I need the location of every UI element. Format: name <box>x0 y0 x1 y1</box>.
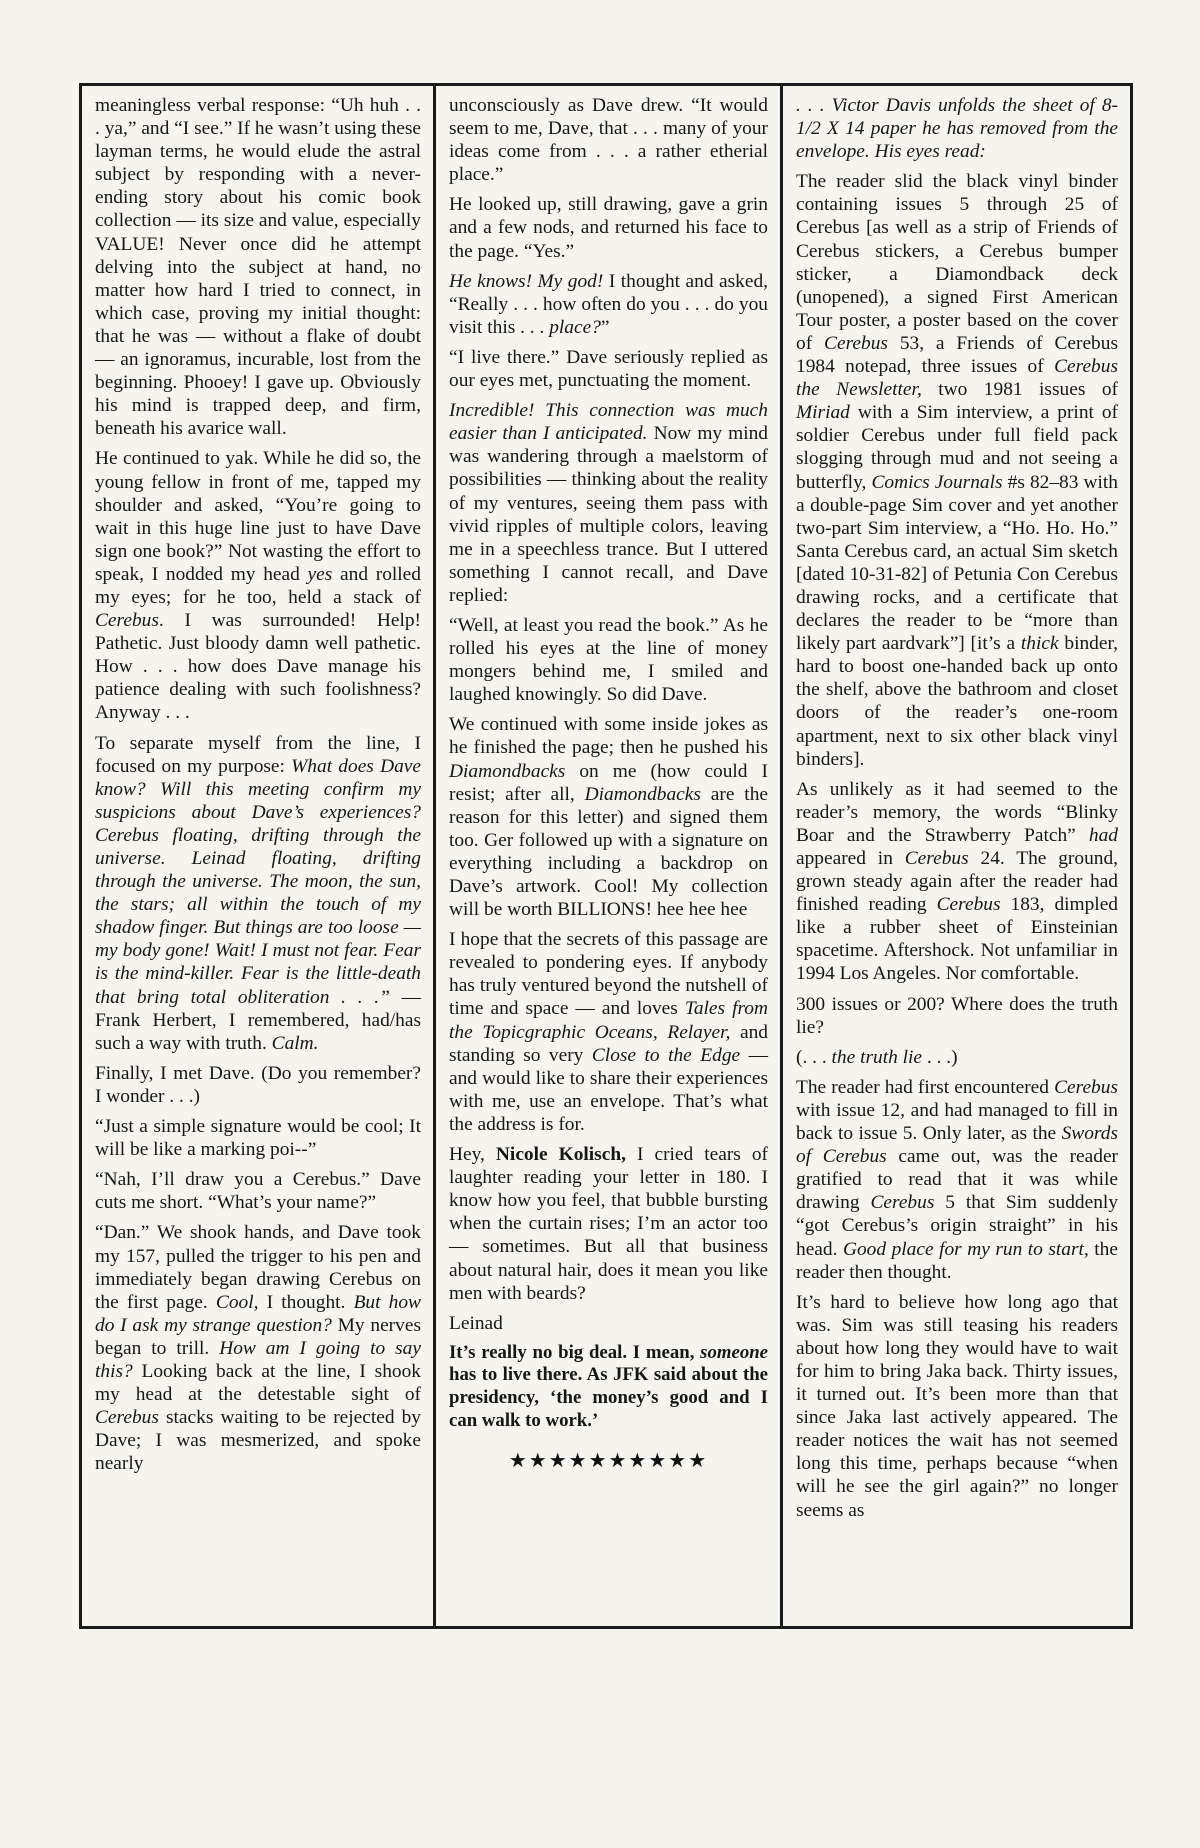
paragraph: “Dan.” We shook hands, and Dave took my 157, pulled the trigger to his pen and immediately began drawing Cerebus on the first page. Cool, I thought. But how do I ask my strange question? My nerves began to trill. How am I going to say this? Looking back at the line, I shook my head at the detestable sight of Cerebus stacks waiting to be rejected by Dave; I was mesmerized, and spoke nearly <box>95 1222 421 1475</box>
paragraph: He continued to yak. While he did so, the young fellow in front of me, tapped my shoulder and asked, “You’re going to wait in this huge line just to have Dave sign one book?” Not wasting the effort to speak, I nodded my head yes and rolled my eyes; for he too, held a stack of Cerebus. I was surrounded! Help! Pathetic. Just bloody damn well pathetic. How . . . how does Dave manage his patience dealing with such foolishness? Anyway . . . <box>95 448 421 724</box>
paragraph: As unlikely as it had seemed to the reader’s memory, the words “Blinky Boar and the Strawberry Patch” had appeared in Cerebus 24. The ground, grown steady again after the reader had finished reading Cerebus 183, dimpled like a rubber sheet of Einsteinian spacetime. Aftershock. Not unfamiliar in 1994 Los Angeles. Nor comfortable. <box>796 778 1119 985</box>
paragraph: 300 issues or 200? Where does the truth lie? <box>796 993 1118 1038</box>
paragraph: The reader had first encountered Cerebus with issue 12, and had managed to fill in back to issue 5. Only later, as the Swords of Cerebus came out, was the reader gratified to read that it was while drawing Cerebus 5 that Sim suddenly “got Cerebus’s origin straight” in his head. Good place for my run to start, the reader then thought. <box>796 1076 1119 1283</box>
paragraph: I hope that the secrets of this passage are revealed to pondering eyes. If anybody has truly ventured beyond the nutshell of time and space — and loves Tales from the Topicgraphic Oceans, Relayer, and standing so very Close to the Edge — and would like to share their experiences with me, use an envelope. That’s what the address is for. <box>449 929 769 1135</box>
paragraph: To separate myself from the line, I focused on my purpose: What does Dave know? Will this meeting confirm my suspicions about Dave’s experiences? Cerebus floating, drifting through the universe. Leinad floating, drifting through the universe. The moon, the sun, the stars; all within the touch of my shadow finger. But things are too loose — my body gone! Wait! I must not fear. Fear is the mind-killer. Fear is the little-death that bring total obliteration . . .” — Frank Herbert, I remembered, had/has such a way with truth. Calm. <box>95 732 421 1054</box>
paragraph: The reader slid the black vinyl binder containing issues 5 through 25 of Cerebus [as well as a strip of Friends of Cerebus stickers, a Cerebus bumper sticker, a Diamondback deck (unopened), a signed First American Tour poster, a poster based on the cover of Cerebus 53, a Friends of Cerebus 1984 notepad, three issues of Cerebus the Newsletter, two 1981 issues of Miriad with a Sim interview, a print of soldier Cerebus under full field pack slogging through mud and not seeing a butterfly, Comics Journals #s 82–83 with a double-page Sim cover and yet another two-part Sim interview, a “Ho. Ho. Ho.” Santa Cerebus card, an actual Sim sketch [dated 10-31-82] of Petunia Con Cerebus drawing rocks, and a certificate that declares the reader to be “more than likely part aardvark”] [it’s a thick binder, hard to boost one-handed back up onto the shelf, above the bathroom and closet doors of the reader’s one-room apartment, next to six other black vinyl binders]. <box>796 171 1118 770</box>
editor-reply: It’s really no big deal. I mean, someone has to live there. As JFK said about the presidency, ‘the money’s good and I can walk to work.’ <box>449 1341 768 1431</box>
paragraph: He looked up, still drawing, gave a grin and a few nods, and returned his face to the page. “Yes.” <box>449 194 768 262</box>
paragraph: “Well, at least you read the book.” As he rolled his eyes at the line of money mongers behind me, I smiled and laughed knowingly. So did Dave. <box>449 614 768 706</box>
paragraph: . . . Victor Davis unfolds the sheet of 8-1/2 X 14 paper he has removed from the envelope. His eyes read: <box>796 95 1118 163</box>
paragraph: (. . . the truth lie . . .) <box>796 1046 958 1068</box>
paragraph: It’s hard to believe how long ago that was. Sim was still teasing his readers about how long they would have to wait for him to bring Jaka back. Thirty issues, it turned out. It’s been more than that since Jaka last actively appeared. The reader notices the wait has not seemed long this time, perhaps because “when will he see the girl again?” no longer seems as <box>796 1291 1118 1521</box>
paragraph: “Nah, I’ll draw you a Cerebus.” Dave cuts me short. “What’s your name?” <box>95 1169 421 1214</box>
column-left <box>82 86 433 1626</box>
paragraph: He knows! My god! I thought and asked, “Really . . . how often do you . . . do you visit this . . . place?” <box>449 270 769 338</box>
column-right <box>780 86 1130 1626</box>
letters-page <box>79 83 1133 1629</box>
paragraph: We continued with some inside jokes as he finished the page; then he pushed his Diamondbacks on me (how could I resist; after all, Diamondbacks are the reason for this letter) and signed them too. Ger followed up with a signature on everything including a backdrop on Dave’s artwork. Cool! My collection will be worth BILLIONS! hee hee hee <box>449 714 768 921</box>
paragraph: Incredible! This connection was much easier than I anticipated. Now my mind was wandering through a maelstorm of possibilities — thinking about the reality of my ventures, seeing them pass with vivid ripples of multiple colors, leaving me in a speechless trance. But I uttered something I cannot recall, and Dave replied: <box>449 400 768 606</box>
column-middle <box>433 86 780 1626</box>
star-divider: ★★★★★★★★★★ <box>508 1450 709 1473</box>
paragraph: Hey, Nicole Kolisch, I cried tears of laughter reading your letter in 180. I know how you feel, that bubble bursting when the curtain rises; I’m an actor too — sometimes. But all that business about natural hair, does it mean you like men with beards? <box>449 1144 769 1304</box>
paragraph: “I live there.” Dave seriously replied as our eyes met, punctuating the moment. <box>449 346 768 392</box>
paragraph: “Just a simple signature would be cool; It will be like a marking poi--” <box>95 1116 421 1161</box>
paragraph: unconsciously as Dave drew. “It would seem to me, Dave, that . . . many of your ideas come from . . . a rather etherial place.” <box>449 95 768 186</box>
paragraph: Finally, I met Dave. (Do you remember? I wonder . . .) <box>95 1062 421 1107</box>
paragraph: meaningless verbal response: “Uh huh . . . ya,” and “I see.” If he wasn’t using these layman terms, he would elude the astral subject by responding with a never-ending story about his comic book collection — its size and value, especially VALUE! Never once did he attempt delving into the subject at hand, no matter how hard I tried to connect, in which case, proving my initial thought: that he was — without a flake of doubt — an ignoramus, incurable, lost from the beginning. Phooey! I gave up. Obviously his mind is trapped deep, and firm, beneath his avarice wall. <box>95 95 421 440</box>
letter-signature: Leinad <box>449 1312 503 1334</box>
